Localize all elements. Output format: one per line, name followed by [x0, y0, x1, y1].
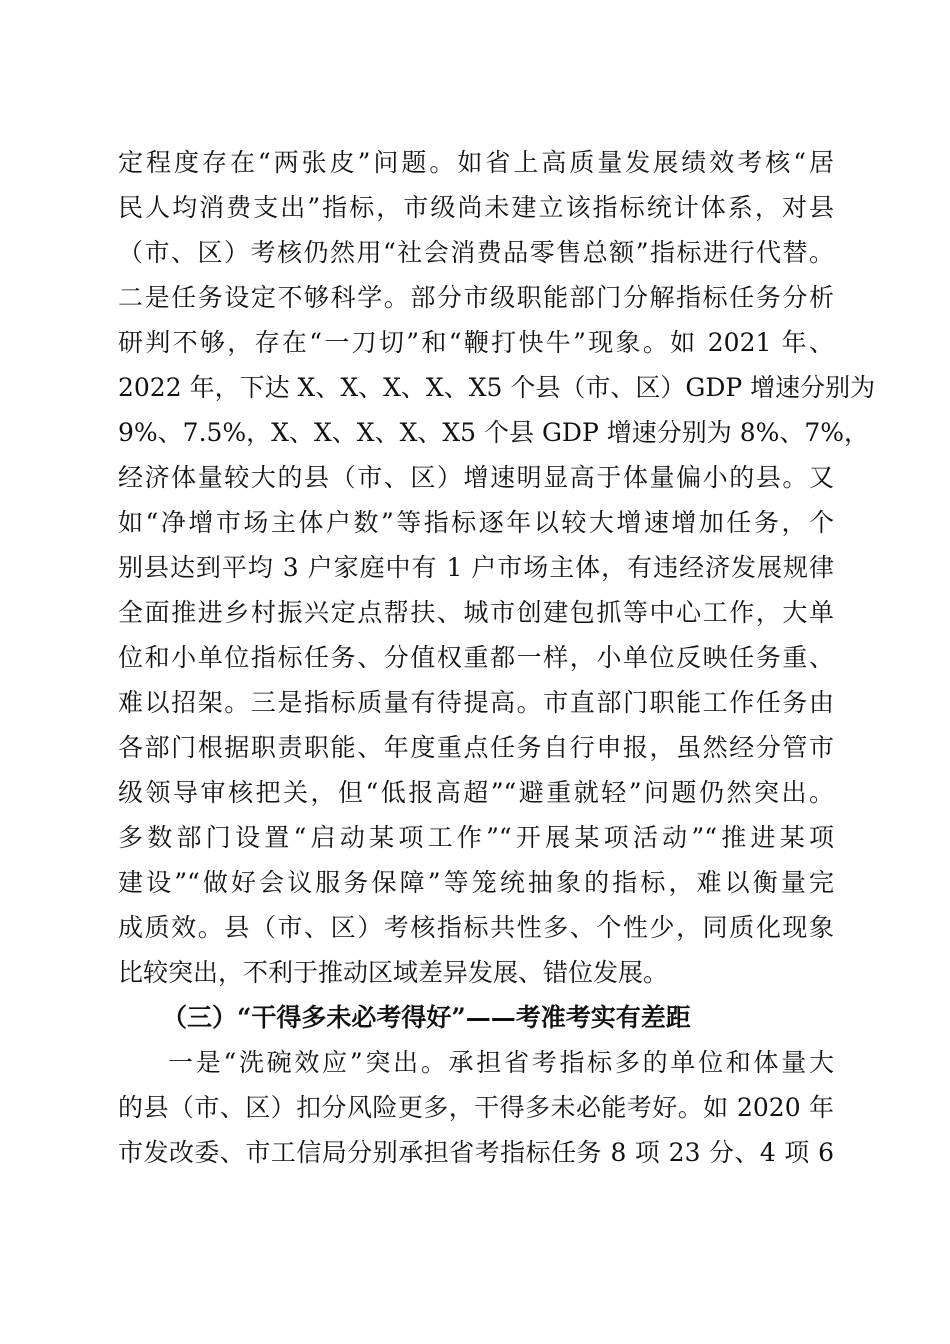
- para2-line-3: 市发改委、市工信局分别承担省考指标任务 8 项 23 分、4 项 6: [118, 1138, 834, 1167]
- text-line-15: 级领导审核把关，但“低报高超”“避重就轻”问题仍然突出。: [118, 778, 834, 807]
- text-line-3: （市、区）考核仍然用“社会消费品零售总额”指标进行代替。: [118, 238, 834, 267]
- text-line-6: 2022 年，下达 X、X、X、X、X5 个县（市、区）GDP 增速分别为: [118, 373, 876, 402]
- text-line-7: 9%、7.5%，X、X、X、X、X5 个县 GDP 增速分别为 8%、7%，: [118, 418, 870, 447]
- text-line-12: 位和小单位指标任务、分值权重都一样，小单位反映任务重、: [118, 643, 834, 672]
- text-line-10: 别县达到平均 3 户家庭中有 1 户市场主体，有违经济发展规律: [118, 553, 834, 582]
- text-line-18: 成质效。县（市、区）考核指标共性多、个性少，同质化现象: [118, 913, 834, 942]
- para2-line-2: 的县（市、区）扣分风险更多，干得多未必能考好。如 2020 年: [118, 1093, 834, 1122]
- text-line-13: 难以招架。三是指标质量有待提高。市直部门职能工作任务由: [118, 688, 834, 717]
- text-line-9: 如“净增市场主体户数”等指标逐年以较大增速增加任务，个: [118, 508, 834, 537]
- text-line-16: 多数部门设置“启动某项工作”“开展某项活动”“推进某项: [118, 823, 834, 852]
- section-heading: （三）“干得多未必考得好”——考准考实有差距: [162, 1003, 691, 1032]
- text-line-14: 各部门根据职责职能、年度重点任务自行申报，虽然经分管市: [118, 733, 834, 762]
- text-line-1: 定程度存在“两张皮”问题。如省上高质量发展绩效考核“居: [118, 148, 834, 177]
- text-line-5: 研判不够，存在“一刀切”和“鞭打快牛”现象。如 2021 年、: [118, 328, 834, 357]
- text-line-2: 民人均消费支出”指标，市级尚未建立该指标统计体系，对县: [118, 193, 834, 222]
- text-line-11: 全面推进乡村振兴定点帮扶、城市创建包抓等中心工作，大单: [118, 598, 834, 627]
- text-line-8: 经济体量较大的县（市、区）增速明显高于体量偏小的县。又: [118, 463, 834, 492]
- text-line-4: 二是任务设定不够科学。部分市级职能部门分解指标任务分析: [118, 283, 834, 312]
- text-line-17: 建设”“做好会议服务保障”等笼统抽象的指标，难以衡量完: [118, 868, 834, 897]
- para2-line-1: 一是“洗碗效应”突出。承担省考指标多的单位和体量大: [168, 1048, 834, 1077]
- text-line-19: 比较突出，不利于推动区域差异发展、错位发展。: [118, 958, 669, 987]
